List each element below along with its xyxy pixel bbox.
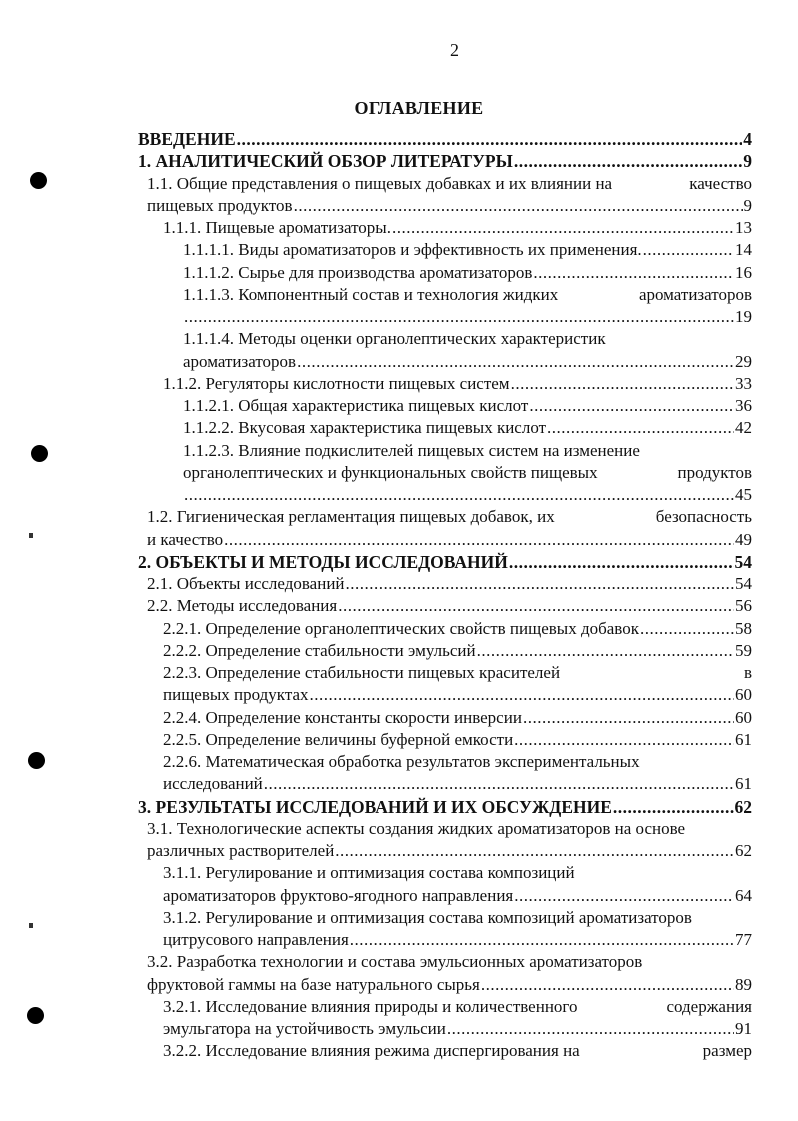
- toc-entry: [147, 173, 752, 195]
- toc-entry: [147, 529, 752, 551]
- toc-page-number: 16: [735, 262, 752, 282]
- toc-entry: [163, 929, 752, 951]
- toc-entry: [183, 484, 752, 506]
- toc-entry: [163, 640, 752, 662]
- toc-entry-text-end: размер: [702, 1041, 752, 1061]
- toc-entry-text: 1.1.1.1. Виды ароматизаторов и эффективность их применения.: [183, 240, 642, 260]
- toc-page-number: 33: [735, 373, 752, 393]
- toc-page-number: 54: [735, 574, 752, 593]
- toc-entry: [183, 462, 752, 484]
- toc-page-number: 62: [734, 796, 752, 817]
- toc-entry-text: 1.1.2.2. Вкусовая характеристика пищевых кислот: [183, 418, 547, 438]
- toc-entry: [147, 506, 752, 528]
- leader-dots: [509, 551, 734, 573]
- toc-entry-text: 3.1.1. Регулирование и оптимизация состава композиций: [163, 863, 575, 883]
- toc-entry: [183, 262, 752, 284]
- toc-page-number: 13: [735, 218, 752, 237]
- leader-dots: [294, 195, 743, 217]
- leader-dots: [264, 773, 734, 795]
- toc-entry: [147, 951, 642, 973]
- leader-dots: [184, 306, 734, 328]
- toc-entry: [163, 751, 640, 773]
- leader-dots: [350, 929, 734, 951]
- toc-entry-text: различных растворителей: [147, 841, 335, 860]
- toc-page-number: 49: [735, 529, 752, 549]
- toc-entry-text: 3.2. Разработка технологии и состава эмульсионных ароматизаторов: [147, 952, 643, 972]
- page-number: 2: [450, 40, 459, 60]
- toc-entry-text: пищевых продуктах: [163, 685, 309, 705]
- toc-page-number: 56: [735, 596, 752, 616]
- toc-page-number: 61: [735, 774, 752, 794]
- toc-entry-text: 2. ОБЪЕКТЫ И МЕТОДЫ ИССЛЕДОВАНИЙ: [138, 551, 508, 572]
- toc-entry-text: 2.1. Объекты исследований: [147, 574, 345, 593]
- toc-entry: [163, 618, 752, 640]
- toc-entry-text: эмульгатора на устойчивость эмульсии: [163, 1019, 446, 1038]
- toc-entry-text: 2.2.4. Определение константы скорости инверсии: [163, 707, 522, 727]
- toc-entry-text: 2.2.1. Определение органолептических свойств пищевых добавок: [163, 618, 639, 638]
- toc-entry-text: 2.2.5. Определение величины буферной емкости: [163, 729, 514, 749]
- toc-entry: [147, 595, 752, 617]
- toc-entry-text: цитрусового направления: [163, 930, 349, 949]
- toc-entry: [163, 729, 752, 751]
- toc-entry-text: 2.2.3. Определение стабильности пищевых красителей: [163, 663, 561, 682]
- punch-hole: [30, 172, 47, 189]
- leader-dots: [523, 707, 734, 729]
- toc-entry-text: 1.1.1.3. Компонентный состав и технология жидких: [183, 284, 559, 304]
- toc-entry: [183, 395, 752, 417]
- toc-entry-text: и качество: [147, 529, 224, 549]
- toc-entry-text: 1.1.1. Пищевые ароматизаторы.: [163, 218, 391, 237]
- toc-entry: [183, 306, 752, 328]
- toc-entry-text: 1.1.2.1. Общая характеристика пищевых кислот: [183, 396, 529, 415]
- toc-entry-text: 1.1.1.4. Методы оценки органолептических характеристик: [183, 329, 606, 349]
- toc-entry: [163, 907, 692, 929]
- toc-entry-text-end: качество: [689, 173, 752, 193]
- toc-page-number: 60: [735, 707, 752, 727]
- toc-entry: [138, 150, 752, 172]
- toc-entry: [183, 328, 606, 350]
- toc-entry: [183, 417, 752, 439]
- toc-entry-text-end: продуктов: [677, 462, 752, 482]
- toc-entry-text: фруктовой гаммы на базе натурального сырья: [147, 974, 480, 994]
- toc-entry-text: 2.2. Методы исследования: [147, 596, 338, 616]
- toc-entry: [163, 662, 752, 684]
- toc-page-number: 59: [735, 640, 752, 660]
- toc-entry-text-end: безопасность: [655, 507, 752, 527]
- toc-page-number: 4: [743, 129, 752, 149]
- toc-page-number: 89: [735, 974, 752, 994]
- leader-dots: [477, 640, 734, 662]
- leader-dots: [184, 484, 734, 506]
- toc-entry: [163, 885, 752, 907]
- toc-entry-text: ароматизаторов фруктово-ягодного направления: [163, 885, 514, 905]
- toc-page-number: 64: [735, 885, 752, 905]
- toc-entry: [138, 796, 752, 818]
- leader-dots: [481, 974, 734, 996]
- toc-entry: [163, 996, 752, 1018]
- toc-entry-text: 2.2.2. Определение стабильности эмульсий: [163, 640, 476, 660]
- toc-page-number: 9: [743, 195, 752, 215]
- toc-page-number: 36: [735, 396, 752, 415]
- leader-dots: [335, 840, 734, 862]
- toc-entry-text: 2.2.6. Математическая обработка результатов экспериментальных: [163, 752, 640, 771]
- toc-entry-text: исследований: [163, 774, 263, 794]
- toc-entry: [147, 573, 752, 595]
- toc-entry: [163, 373, 752, 395]
- toc-entry: [163, 1018, 752, 1040]
- toc-entry: [163, 862, 575, 884]
- toc-entry-text: 1.1.2.3. Влияние подкислителей пищевых систем на изменение: [183, 440, 640, 460]
- toc-entry-text-end: в: [743, 663, 752, 682]
- leader-dots: [392, 217, 734, 239]
- leader-dots: [237, 128, 743, 150]
- toc-entry-text: пищевых продуктов: [147, 195, 293, 215]
- toc-entry: [138, 128, 752, 150]
- toc-entry: [183, 284, 752, 306]
- toc-entry-text: ВВЕДЕНИЕ: [138, 129, 236, 149]
- toc-page-number: 77: [735, 930, 752, 949]
- toc-entry-text: ароматизаторов: [183, 351, 297, 371]
- toc-page-number: 62: [735, 841, 752, 860]
- leader-dots: [346, 573, 734, 595]
- leader-dots: [533, 262, 734, 284]
- scan-speck: [29, 533, 33, 538]
- leader-dots: [514, 885, 734, 907]
- toc-page-number: 61: [735, 729, 752, 749]
- toc-entry: [138, 551, 752, 573]
- punch-hole: [27, 1007, 44, 1024]
- toc-entry-text: 3. РЕЗУЛЬТАТЫ ИССЛЕДОВАНИЙ И ИХ ОБСУЖДЕНИЕ: [138, 796, 612, 817]
- toc-page-number: 42: [735, 418, 752, 438]
- leader-dots: [338, 595, 734, 617]
- toc-page-number: 9: [743, 151, 752, 172]
- toc-entry: [163, 684, 752, 706]
- toc-entry: [163, 773, 752, 795]
- toc-entry: [183, 440, 640, 462]
- toc-page-number: 60: [735, 685, 752, 705]
- leader-dots: [643, 239, 734, 261]
- leader-dots: [640, 618, 734, 640]
- toc-entry: [147, 974, 752, 996]
- leader-dots: [310, 684, 734, 706]
- leader-dots: [447, 1018, 734, 1040]
- toc-entry: [163, 1040, 752, 1062]
- toc-entry-text: 1. АНАЛИТИЧЕСКИЙ ОБЗОР ЛИТЕРАТУРЫ: [138, 151, 513, 172]
- toc-entry: [147, 840, 752, 862]
- leader-dots: [514, 150, 742, 172]
- toc-entry: [163, 707, 752, 729]
- toc-entry: [183, 351, 752, 373]
- toc-page-number: 45: [735, 485, 752, 504]
- punch-hole: [28, 752, 45, 769]
- toc-entry-text: 1.1.2. Регуляторы кислотности пищевых систем: [163, 373, 510, 393]
- toc-entry: [183, 239, 752, 261]
- toc-page-number: 91: [735, 1019, 752, 1038]
- toc-entry-text: 1.1. Общие представления о пищевых добавках и их влиянии на: [147, 173, 613, 193]
- toc-entry: [163, 217, 752, 239]
- leader-dots: [514, 729, 734, 751]
- toc-page-number: 19: [735, 307, 752, 326]
- toc-entry-text: 1.1.1.2. Сырье для производства ароматизаторов: [183, 262, 533, 282]
- toc-entry-text: органолептических и функциональных свойств пищевых: [183, 462, 598, 482]
- toc-entry: [147, 195, 752, 217]
- toc-entry-text-end: ароматизаторов: [638, 284, 752, 304]
- leader-dots: [297, 351, 734, 373]
- toc-page-number: 54: [734, 551, 752, 572]
- toc-entry-text: 3.2.1. Исследование влияния природы и количественного: [163, 996, 578, 1016]
- toc-title: ОГЛАВЛЕНИЕ: [354, 98, 484, 118]
- toc-entry: [147, 818, 685, 840]
- toc-page-number: 58: [735, 618, 752, 638]
- leader-dots: [511, 373, 734, 395]
- toc-entry-text: 1.2. Гигиеническая регламентация пищевых добавок, их: [147, 507, 555, 527]
- leader-dots: [547, 417, 734, 439]
- leader-dots: [224, 529, 734, 551]
- toc-page-number: 29: [735, 351, 752, 371]
- toc-entry-text: 3.1.2. Регулирование и оптимизация состава композиций ароматизаторов: [163, 907, 692, 927]
- leader-dots: [529, 395, 734, 417]
- punch-hole: [31, 445, 48, 462]
- leader-dots: [613, 796, 734, 818]
- toc-entry-text-end: содержания: [666, 996, 752, 1016]
- toc-entry-text: 3.1. Технологические аспекты создания жидких ароматизаторов на основе: [147, 818, 686, 838]
- toc-entry-text: 3.2.2. Исследование влияния режима диспергирования на: [163, 1041, 580, 1061]
- scan-speck: [29, 923, 33, 928]
- toc-page-number: 14: [735, 240, 752, 260]
